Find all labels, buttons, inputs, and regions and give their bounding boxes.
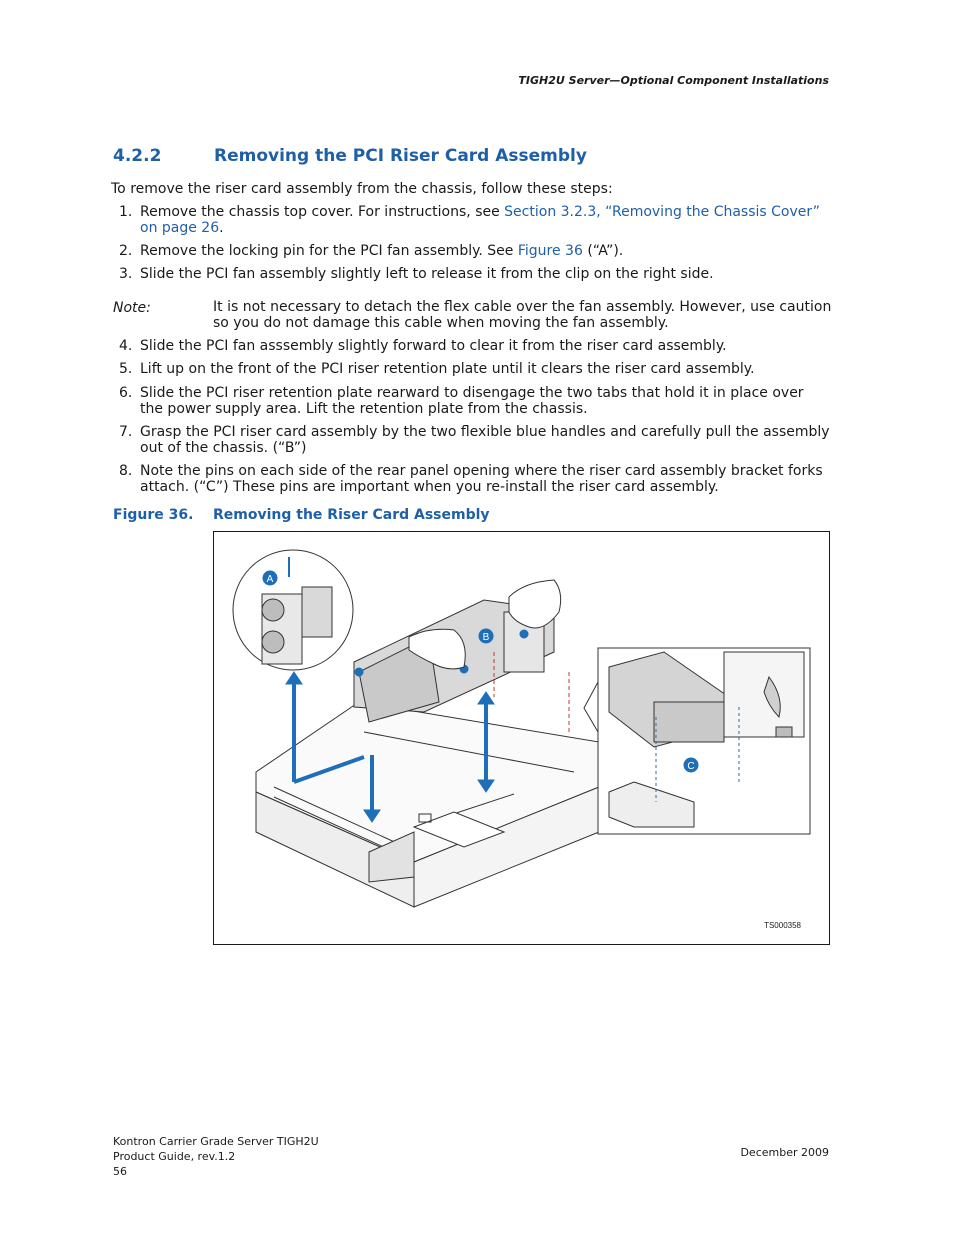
page-number: 56 xyxy=(113,1165,127,1178)
step-text: Lift up on the front of the PCI riser retention plate until it clears the riser card assembly. xyxy=(140,361,755,377)
section-cross-reference-link[interactable]: Section 3.2.3, “Removing the Chassis Cover” on page 26 xyxy=(140,204,820,236)
step-number: 4. xyxy=(119,338,133,354)
step-text: Note the pins on each side of the rear panel opening where the riser card assembly bracket forks attach. (“C”) These pins are important when you re-install the riser card assembly. xyxy=(140,463,823,495)
rear-panel-detail-inset xyxy=(584,648,810,834)
step-text: Slide the PCI fan asssembly slightly forward to clear it from the riser card assembly. xyxy=(140,338,727,354)
section-heading xyxy=(113,146,587,166)
step-number: 8. xyxy=(119,463,133,479)
footer-line1: Kontron Carrier Grade Server TIGH2U xyxy=(113,1135,319,1148)
figure-caption xyxy=(113,507,490,523)
figure-cross-reference-link[interactable]: Figure 36 xyxy=(517,243,583,259)
fan-detail-inset xyxy=(233,550,353,670)
svg-text:B: B xyxy=(482,632,490,643)
svg-text:C: C xyxy=(687,761,695,772)
step-number: 7. xyxy=(119,424,133,440)
running-header: TIGH2U Server—Optional Component Installations xyxy=(518,74,829,87)
step-text: Grasp the PCI riser card assembly by the two flexible blue handles and carefully pull the assembly out of the chassis. (“B”) xyxy=(140,424,830,456)
callout-b xyxy=(479,629,494,644)
step-number: 1. xyxy=(119,204,133,220)
step-number: 5. xyxy=(119,361,133,377)
step-text: Remove the locking pin for the PCI fan assembly. See Figure 36 (“A”). xyxy=(140,243,624,259)
step-number: 3. xyxy=(119,266,133,282)
step-number: 6. xyxy=(119,385,133,401)
step-text: Remove the chassis top cover. For instructions, see Section 3.2.3, “Removing the Chassis Cover” on page 26. xyxy=(140,204,820,236)
note-label: Note: xyxy=(113,300,151,316)
callout-c xyxy=(684,758,699,773)
step-text: Slide the PCI riser retention plate rearward to disengage the two tabs that hold it in place over the power supply area. Lift the retention plate from the chassis. xyxy=(140,385,804,417)
footer-line2: Product Guide, rev.1.2 xyxy=(113,1150,236,1163)
svg-text:A: A xyxy=(266,574,274,585)
figure-title: Removing the Riser Card Assembly xyxy=(213,507,490,523)
callout-a xyxy=(263,571,278,586)
figure-code: TS000358 xyxy=(764,921,801,930)
figure-illustration xyxy=(213,531,830,945)
note-text: It is not necessary to detach the flex cable over the fan assembly. However, use caution so you do not damage this cable when moving the fan assembly. xyxy=(213,299,832,331)
step-number: 2. xyxy=(119,243,133,259)
riser-removal-drawing xyxy=(214,532,829,944)
footer-date: December 2009 xyxy=(740,1146,829,1159)
figure-label: Figure 36. xyxy=(113,507,194,523)
server-chassis xyxy=(256,702,599,907)
section-number: 4.2.2 xyxy=(113,146,162,166)
section-title: Removing the PCI Riser Card Assembly xyxy=(214,146,587,166)
intro-paragraph: To remove the riser card assembly from the chassis, follow these steps: xyxy=(111,181,613,197)
footer-product-info xyxy=(113,1134,319,1179)
step-text: Slide the PCI fan assembly slightly left to release it from the clip on the right side. xyxy=(140,266,714,282)
